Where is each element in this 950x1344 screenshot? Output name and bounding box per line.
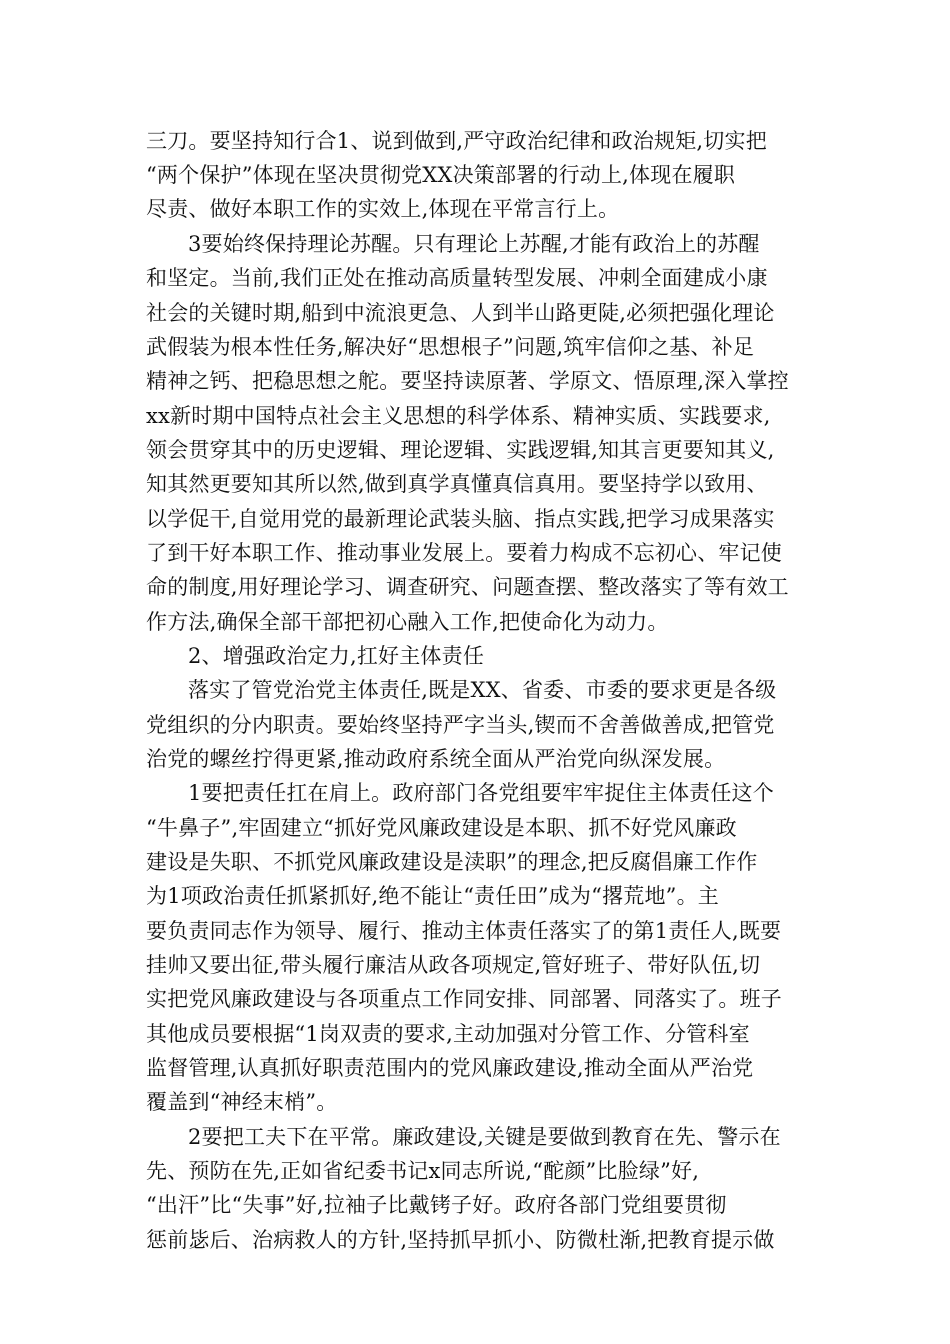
text-line: 治党的螺丝拧得更紧,推动政府系统全面从严治党向纵深发展。: [146, 747, 726, 771]
paragraph-start-line: 落实了管党治党主体责任,既是XX、省委、市委的要求更是各级: [188, 678, 777, 702]
text-line: xx新时期中国特点社会主义思想的科学体系、精神实质、实践要求,: [146, 404, 771, 428]
text-line: 覆盖到“神经末梢”。: [146, 1090, 338, 1114]
text-line: 为1项政治责任抓紧抓好,绝不能让“责任田”成为“撂荒地”。主: [146, 884, 719, 908]
text-line: 要负责同志作为领导、履行、推动主体责任落实了的第1责任人,既要: [146, 919, 782, 943]
text-line: 作方法,确保全部干部把初心融入工作,把使命化为动力。: [146, 610, 669, 634]
text-line: 和坚定。当前,我们正处在推动高质量转型发展、冲刺全面建成小康: [146, 266, 768, 290]
text-line: “两个保护”体现在坚决贯彻党XX决策部署的行动上,体现在履职: [146, 163, 736, 187]
text-line: 党组织的分内职责。要始终坚持严字当头,锲而不舍善做善成,把管党: [146, 713, 775, 737]
text-line: 武假装为根本性任务,解决好“思想根子”问题,筑牢信仰之基、补足: [146, 335, 755, 359]
paragraph-start-line: 1要把责任扛在肩上。政府部门各党组要牢牢捉住主体责任这个: [188, 781, 774, 805]
text-line: 知其然更要知其所以然,做到真学真懂真信真用。要坚持学以致用、: [146, 472, 768, 496]
text-line: 挂帅又要出征,带头履行廉洁从政各项规定,管好班子、带好队伍,切: [146, 953, 761, 977]
section-heading: 2、增强政治定力,扛好主体责任: [188, 644, 485, 668]
text-line: 监督管理,认真抓好职责范围内的党风廉政建设,推动全面从严治党: [146, 1056, 754, 1080]
text-line: “出汗”比“失事”好,拉袖子比戴铐子好。政府各部门党组要贯彻: [146, 1193, 727, 1217]
text-line: 尽责、做好本职工作的实效上,体现在平常言行上。: [146, 197, 620, 221]
text-line: 惩前毖后、治病救人的方针,坚持抓早抓小、防微杜渐,把教育提示做: [146, 1228, 775, 1252]
text-line: 建设是失职、不抓党风廉政建设是渎职”的理念,把反腐倡廉工作作: [146, 850, 758, 874]
paragraph-start-line: 2要把工夫下在平常。廉政建设,关键是要做到教育在先、警示在: [188, 1125, 781, 1149]
text-line: “牛鼻子”,牢固建立“抓好党风廉政建设是本职、抓不好党风廉政: [146, 816, 737, 840]
text-line: 了到干好本职工作、推动事业发展上。要着力构成不忘初心、牢记使: [146, 541, 782, 565]
text-line: 先、预防在先,正如省纪委书记x同志所说,“酡颜”比脸绿”好,: [146, 1159, 700, 1183]
paragraph-start-line: 3要始终保持理论苏醒。只有理论上苏醒,才能有政治上的苏醒: [188, 232, 760, 256]
text-line: 社会的关键时期,船到中流浪更急、人到半山路更陡,必须把强化理论: [146, 301, 775, 325]
text-line: 以学促干,自觉用党的最新理论武装头脑、指点实践,把学习成果落实: [146, 507, 775, 531]
text-line: 领会贯穿其中的历史逻辑、理论逻辑、实践逻辑,知其言更要知其义,: [146, 438, 775, 462]
text-line: 精神之钙、把稳思想之舵。要坚持读原著、学原文、悟原理,深入掌控: [146, 369, 789, 393]
text-line: 三刀。要坚持知行合1、说到做到,严守政治纪律和政治规矩,切实把: [146, 129, 767, 153]
text-line: 命的制度,用好理论学习、调查研究、问题查摆、整改落实了等有效工: [146, 575, 789, 599]
text-line: 实把党风廉政建设与各项重点工作同安排、同部署、同落实了。班子: [146, 987, 782, 1011]
text-line: 其他成员要根据“1岗双责的要求,主动加强对分管工作、分管科室: [146, 1022, 750, 1046]
